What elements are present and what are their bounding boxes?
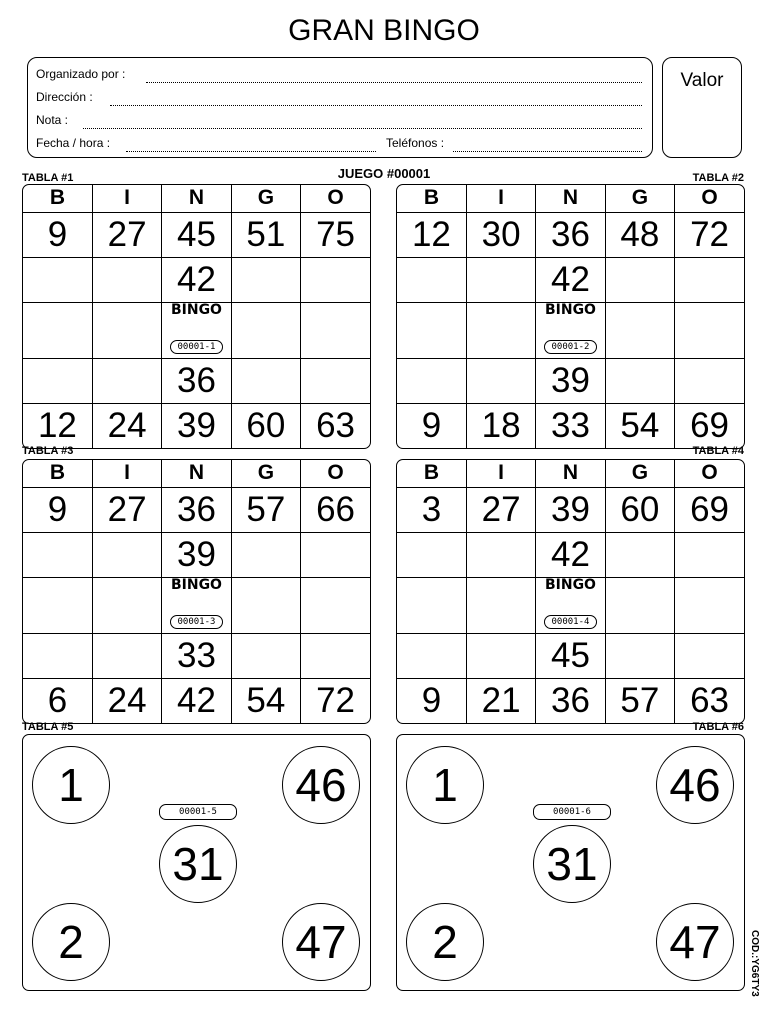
number-cell bbox=[397, 577, 466, 633]
number-cell: 72 bbox=[301, 678, 370, 723]
column-header: O bbox=[301, 185, 370, 212]
number-cell: 9 bbox=[23, 487, 92, 532]
number-cell bbox=[675, 302, 744, 358]
number-cell: 45 bbox=[536, 633, 605, 678]
column-header: O bbox=[675, 185, 744, 212]
bingo-card-4 bbox=[396, 459, 745, 724]
column-header: N bbox=[536, 185, 605, 212]
card-code: 00001-2 bbox=[544, 340, 598, 354]
number-cell: 42 bbox=[162, 678, 231, 723]
number-cell: 36 bbox=[162, 358, 231, 403]
number-cell bbox=[397, 302, 466, 358]
number-cell: 36 bbox=[536, 212, 605, 257]
number-cell bbox=[301, 633, 370, 678]
number-cell: 24 bbox=[92, 403, 161, 448]
date-label: Fecha / hora : bbox=[36, 136, 111, 150]
page-title: GRAN BINGO bbox=[288, 14, 480, 47]
ball-top-left: 1 bbox=[406, 746, 484, 824]
number-cell: 39 bbox=[162, 532, 231, 577]
number-cell: 6 bbox=[23, 678, 92, 723]
column-header: N bbox=[162, 185, 231, 212]
number-cell: 42 bbox=[162, 257, 231, 302]
free-space bbox=[536, 577, 605, 633]
ball-top-right: 46 bbox=[282, 746, 360, 824]
bingo-card-2 bbox=[396, 184, 745, 449]
number-cell bbox=[23, 302, 92, 358]
ball-top-left: 1 bbox=[32, 746, 110, 824]
number-cell: 72 bbox=[675, 212, 744, 257]
game-number: JUEGO #00001 bbox=[337, 166, 431, 181]
card-code: 00001-5 bbox=[159, 804, 237, 820]
ball-center: 31 bbox=[533, 825, 611, 903]
number-cell bbox=[92, 302, 161, 358]
address-label: Dirección : bbox=[36, 90, 93, 104]
info-box bbox=[27, 57, 653, 158]
number-cell: 30 bbox=[466, 212, 535, 257]
number-cell: 45 bbox=[162, 212, 231, 257]
number-cell bbox=[466, 577, 535, 633]
number-cell: 69 bbox=[675, 403, 744, 448]
column-header: B bbox=[397, 460, 466, 487]
value-label: Valor bbox=[680, 70, 724, 91]
table-3-label: TABLA #3 bbox=[22, 445, 74, 457]
column-header: B bbox=[397, 185, 466, 212]
number-cell bbox=[23, 633, 92, 678]
organizer-line bbox=[146, 82, 642, 83]
number-cell bbox=[23, 532, 92, 577]
number-cell bbox=[301, 257, 370, 302]
phones-label: Teléfonos : bbox=[386, 136, 445, 150]
number-cell: 27 bbox=[92, 212, 161, 257]
table-6-label: TABLA #6 bbox=[692, 721, 744, 733]
phones-line bbox=[453, 151, 642, 152]
number-cell: 33 bbox=[162, 633, 231, 678]
ball-bottom-left: 2 bbox=[32, 903, 110, 981]
number-cell: 9 bbox=[397, 403, 466, 448]
number-cell: 63 bbox=[301, 403, 370, 448]
number-cell bbox=[605, 577, 674, 633]
number-cell bbox=[605, 633, 674, 678]
number-cell bbox=[23, 358, 92, 403]
number-cell bbox=[675, 633, 744, 678]
number-cell: 36 bbox=[536, 678, 605, 723]
number-cell bbox=[301, 532, 370, 577]
number-cell bbox=[92, 358, 161, 403]
number-cell: 27 bbox=[466, 487, 535, 532]
card-code: 00001-6 bbox=[533, 804, 611, 820]
number-cell: 66 bbox=[301, 487, 370, 532]
number-cell bbox=[231, 302, 300, 358]
number-cell: 12 bbox=[397, 212, 466, 257]
number-cell bbox=[675, 358, 744, 403]
number-cell: 39 bbox=[162, 403, 231, 448]
number-cell: 51 bbox=[231, 212, 300, 257]
number-cell: 42 bbox=[536, 257, 605, 302]
number-cell: 33 bbox=[536, 403, 605, 448]
number-cell: 18 bbox=[466, 403, 535, 448]
number-cell bbox=[92, 532, 161, 577]
column-header: I bbox=[92, 185, 161, 212]
number-cell bbox=[301, 577, 370, 633]
ball-center: 31 bbox=[159, 825, 237, 903]
number-cell: 12 bbox=[23, 403, 92, 448]
column-header: O bbox=[301, 460, 370, 487]
number-cell: 42 bbox=[536, 532, 605, 577]
number-cell bbox=[301, 358, 370, 403]
ball-bottom-right: 47 bbox=[656, 903, 734, 981]
column-header: N bbox=[536, 460, 605, 487]
number-cell bbox=[231, 532, 300, 577]
number-cell: 57 bbox=[231, 487, 300, 532]
free-space bbox=[162, 302, 231, 358]
free-space bbox=[536, 302, 605, 358]
number-cell: 24 bbox=[92, 678, 161, 723]
code-label: COD.:YG6TY3 bbox=[749, 930, 760, 997]
number-cell bbox=[231, 633, 300, 678]
column-header: I bbox=[466, 185, 535, 212]
mini-card-6 bbox=[396, 734, 745, 991]
free-label: BINGO bbox=[544, 576, 596, 593]
table-1-label: TABLA #1 bbox=[22, 172, 74, 184]
number-cell bbox=[605, 257, 674, 302]
number-cell bbox=[23, 257, 92, 302]
number-cell: 3 bbox=[397, 487, 466, 532]
number-cell bbox=[92, 577, 161, 633]
mini-card-5 bbox=[22, 734, 371, 991]
number-cell: 9 bbox=[397, 678, 466, 723]
number-cell bbox=[466, 257, 535, 302]
note-line bbox=[83, 128, 642, 129]
number-cell bbox=[301, 302, 370, 358]
bingo-card-1 bbox=[22, 184, 371, 449]
number-cell bbox=[397, 257, 466, 302]
column-header: G bbox=[231, 460, 300, 487]
table-5-label: TABLA #5 bbox=[22, 721, 74, 733]
number-cell: 60 bbox=[605, 487, 674, 532]
number-cell: 54 bbox=[605, 403, 674, 448]
table-2-label: TABLA #2 bbox=[692, 172, 744, 184]
number-cell bbox=[397, 358, 466, 403]
number-cell: 57 bbox=[605, 678, 674, 723]
number-cell: 75 bbox=[301, 212, 370, 257]
number-cell bbox=[231, 257, 300, 302]
number-cell: 48 bbox=[605, 212, 674, 257]
number-cell bbox=[675, 257, 744, 302]
number-cell bbox=[231, 577, 300, 633]
column-header: O bbox=[675, 460, 744, 487]
number-cell: 60 bbox=[231, 403, 300, 448]
number-cell: 54 bbox=[231, 678, 300, 723]
number-cell bbox=[23, 577, 92, 633]
number-cell bbox=[92, 633, 161, 678]
value-box bbox=[662, 57, 742, 158]
number-cell: 27 bbox=[92, 487, 161, 532]
number-cell bbox=[92, 257, 161, 302]
number-cell bbox=[605, 532, 674, 577]
card-code: 00001-1 bbox=[170, 340, 224, 354]
note-label: Nota : bbox=[36, 113, 69, 127]
number-cell: 21 bbox=[466, 678, 535, 723]
card-code: 00001-4 bbox=[544, 615, 598, 629]
number-cell bbox=[397, 532, 466, 577]
number-cell: 69 bbox=[675, 487, 744, 532]
date-line bbox=[126, 151, 376, 152]
number-cell: 39 bbox=[536, 358, 605, 403]
number-cell bbox=[466, 532, 535, 577]
column-header: N bbox=[162, 460, 231, 487]
ball-top-right: 46 bbox=[656, 746, 734, 824]
number-cell bbox=[675, 532, 744, 577]
column-header: I bbox=[92, 460, 161, 487]
number-cell bbox=[605, 302, 674, 358]
number-cell bbox=[605, 358, 674, 403]
card-code: 00001-3 bbox=[170, 615, 224, 629]
address-line bbox=[110, 105, 642, 106]
number-cell: 63 bbox=[675, 678, 744, 723]
free-label: BINGO bbox=[170, 301, 222, 318]
number-cell bbox=[466, 302, 535, 358]
free-label: BINGO bbox=[544, 301, 596, 318]
number-cell bbox=[231, 358, 300, 403]
organizer-label: Organizado por : bbox=[36, 67, 126, 81]
column-header: I bbox=[466, 460, 535, 487]
free-space bbox=[162, 577, 231, 633]
number-cell: 39 bbox=[536, 487, 605, 532]
bingo-card-3 bbox=[22, 459, 371, 724]
number-cell bbox=[675, 577, 744, 633]
number-cell bbox=[466, 633, 535, 678]
number-cell bbox=[466, 358, 535, 403]
number-cell: 36 bbox=[162, 487, 231, 532]
ball-bottom-right: 47 bbox=[282, 903, 360, 981]
ball-bottom-left: 2 bbox=[406, 903, 484, 981]
table-4-label: TABLA #4 bbox=[692, 445, 744, 457]
column-header: G bbox=[231, 185, 300, 212]
column-header: B bbox=[23, 185, 92, 212]
column-header: B bbox=[23, 460, 92, 487]
free-label: BINGO bbox=[170, 576, 222, 593]
column-header: G bbox=[605, 185, 674, 212]
number-cell: 9 bbox=[23, 212, 92, 257]
number-cell bbox=[397, 633, 466, 678]
column-header: G bbox=[605, 460, 674, 487]
